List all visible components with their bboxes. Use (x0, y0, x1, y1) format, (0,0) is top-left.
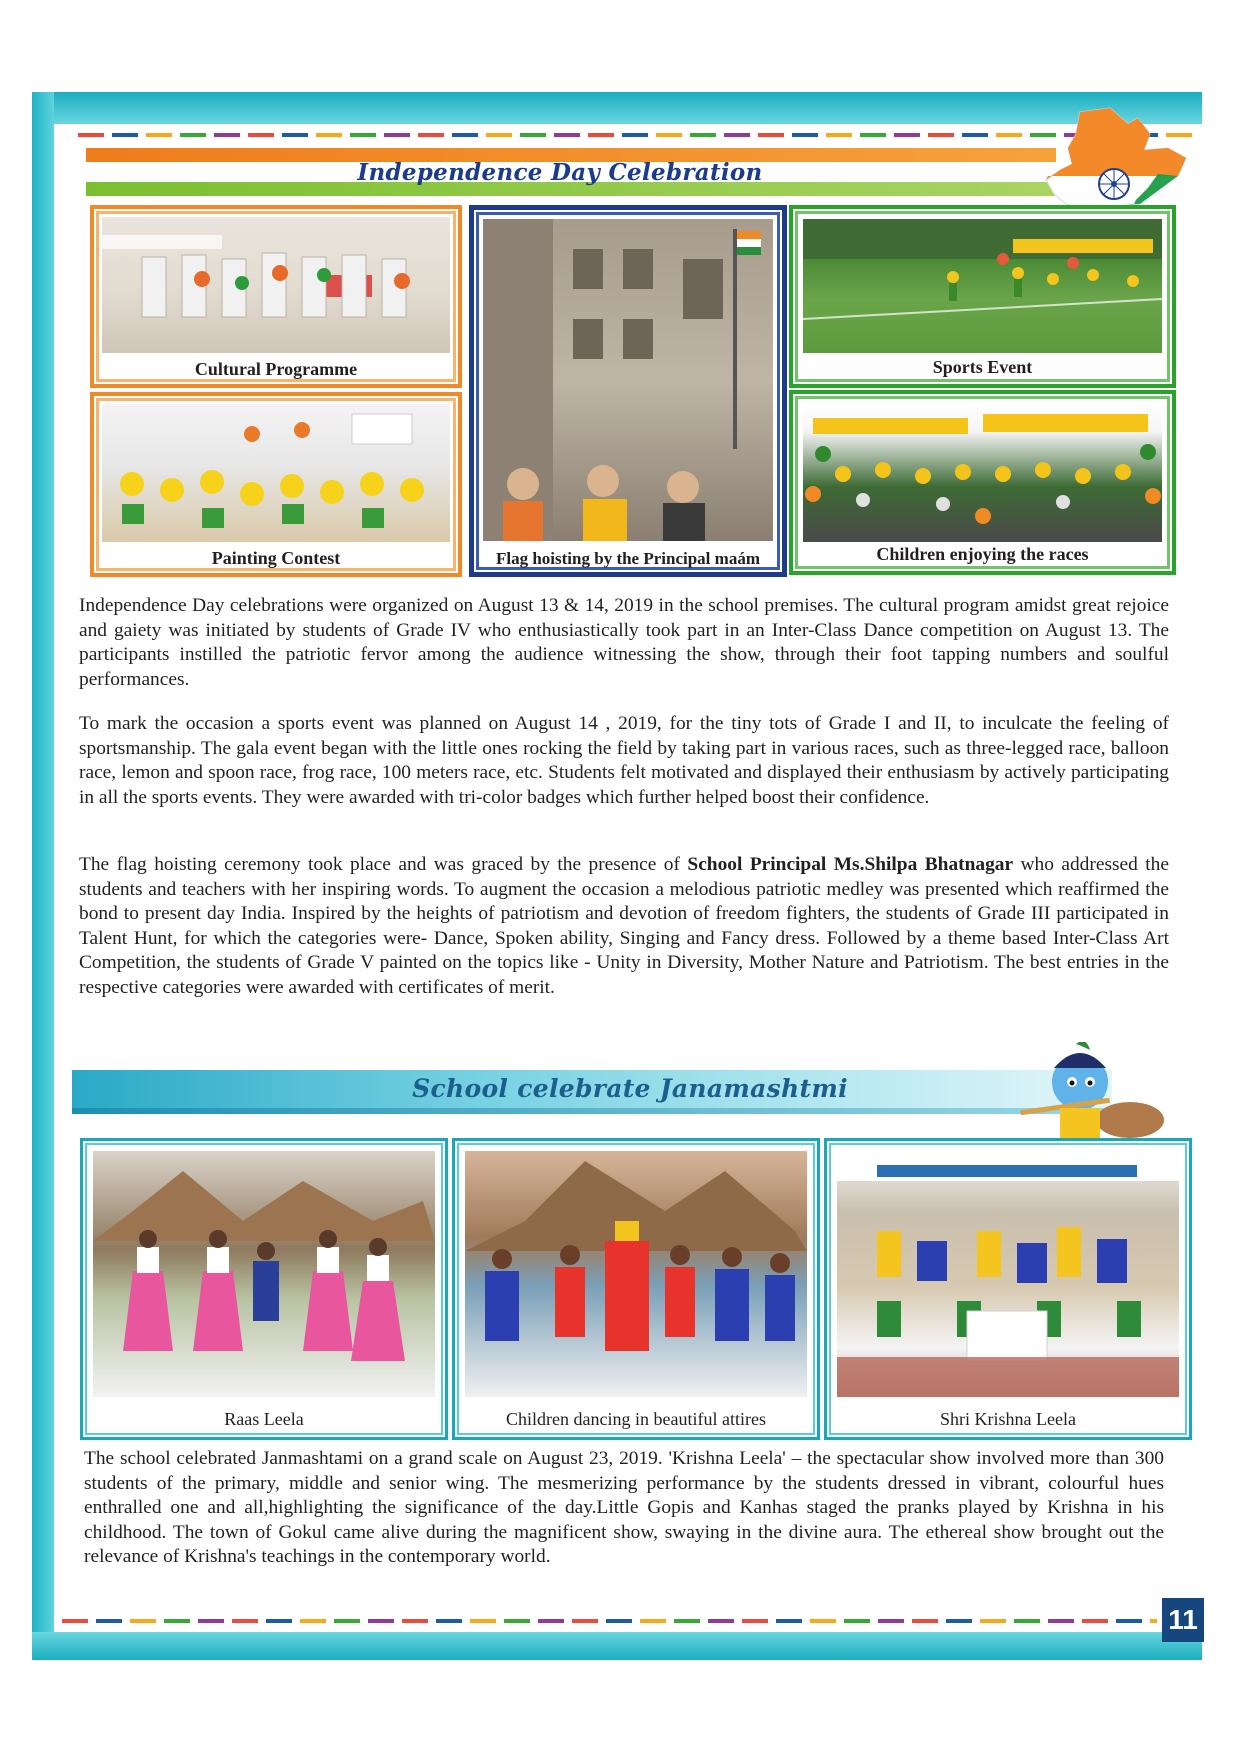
krishna-illustration-icon (1010, 1042, 1170, 1142)
bottom-dashed-divider (62, 1619, 1157, 1623)
page-number: 11 (1162, 1598, 1204, 1642)
photo-cultural-programme (90, 205, 462, 388)
frame-left-border (32, 92, 54, 1660)
top-dashed-divider (78, 133, 1198, 137)
banner-band-edge (72, 1108, 1112, 1114)
photo-children-dancing (452, 1138, 820, 1440)
photo-painting-contest (90, 392, 462, 577)
photo-caption: Cultural Programme (194, 359, 358, 379)
principal-name: School Principal Ms.Shilpa Bhatnagar (687, 854, 1014, 875)
photo-image (803, 219, 1162, 353)
paragraph-text: The flag hoisting ceremony took place and was graced by the presence of (79, 854, 688, 875)
frame-top-border (32, 92, 1202, 124)
photo-raas-leela (80, 1138, 448, 1440)
photo-flag-hoisting (469, 205, 787, 577)
photo-shri-krishna-leela (824, 1138, 1192, 1440)
paragraph-intro: Independence Day celebrations were organized on August 13 & 14, 2019 in the school premises. The cultural program amidst great rejoice and gaiety was initiated by students of Grade IV who enthusiastically took part in an Inter-Class Dance competition on August 13. The participants instilled the patriotic fervor among the audience witnessing the show, through their foot tapping numbers and soulful performances. (79, 595, 1169, 690)
photo-image (483, 219, 773, 541)
photo-caption: Raas Leela (224, 1409, 304, 1429)
photo-caption: Children enjoying the races (876, 544, 1089, 564)
paragraph-text: who addressed the students and teachers with her inspiring words. To augment the occasion a melodious patriotic medley was presented which reaffirmed the bond to present day India. Inspired by the heights of patriotism and devotion of freedom fighters, the students of Grade III participated in Talent Hunt, for which the categories were- Dance, Spoken ability, Singing and Fancy dress. Followed by a theme based Inter-Class Art Competition, the students of Grade V painted on the topics like - Unity in Diversity, Mother Nature and Patriotism. The best entries in the respective categories were awarded with certificates of merit. (79, 854, 1169, 998)
photo-image (803, 404, 1162, 542)
paragraph-flag-hoisting (79, 853, 1169, 1001)
frame-bottom-border (32, 1632, 1202, 1660)
photo-sports-event (789, 205, 1176, 388)
photo-caption: Sports Event (932, 357, 1033, 377)
photo-caption: Painting Contest (211, 548, 341, 568)
photo-image (465, 1151, 807, 1397)
photo-caption: Flag hoisting by the Principal maám (496, 549, 760, 568)
photo-image (102, 404, 450, 542)
photo-image (837, 1151, 1179, 1397)
section-title-janamashtmi: School celebrate Janamashtmi (412, 1074, 848, 1103)
photo-children-enjoying-races (789, 390, 1176, 575)
paragraph-janmashtami: The school celebrated Janmashtami on a grand scale on August 23, 2019. 'Krishna Leela' – the spectacular show involved more than 300 students of the primary, middle and senior wing. The mesmerizing performance by the students dressed in vibrant, colourful hues enthralled one and all,highlighting the significance of the day.Little Gopis and Kanhas staged the pranks played by Krishna in his childhood. The town of Gokul came alive during the magnificent show, swaying in the divine aura. The ethereal show brought out the relevance of Krishna's teachings in the contemporary world. (84, 1448, 1164, 1568)
photo-caption: Shri Krishna Leela (940, 1409, 1076, 1429)
photo-caption: Children dancing in beautiful attires (506, 1409, 766, 1429)
photo-image (102, 217, 450, 353)
photo-image (93, 1151, 435, 1397)
paragraph-sports: To mark the occasion a sports event was planned on August 14 , 2019, for the tiny tots of Grade I and II, to inculcate the feeling of sportsmanship. The gala event began with the little ones rocking the field by taking part in various races, such as three-legged race, balloon race, lemon and spoon race, frog race, 100 meters race, etc. Students felt motivated and displayed their enthusiasm by actively participating in all the sports events. They were awarded with tri-color badges which further helped boost their confidence. (79, 713, 1169, 808)
section-title-independence-day: Independence Day Celebration (357, 159, 763, 186)
